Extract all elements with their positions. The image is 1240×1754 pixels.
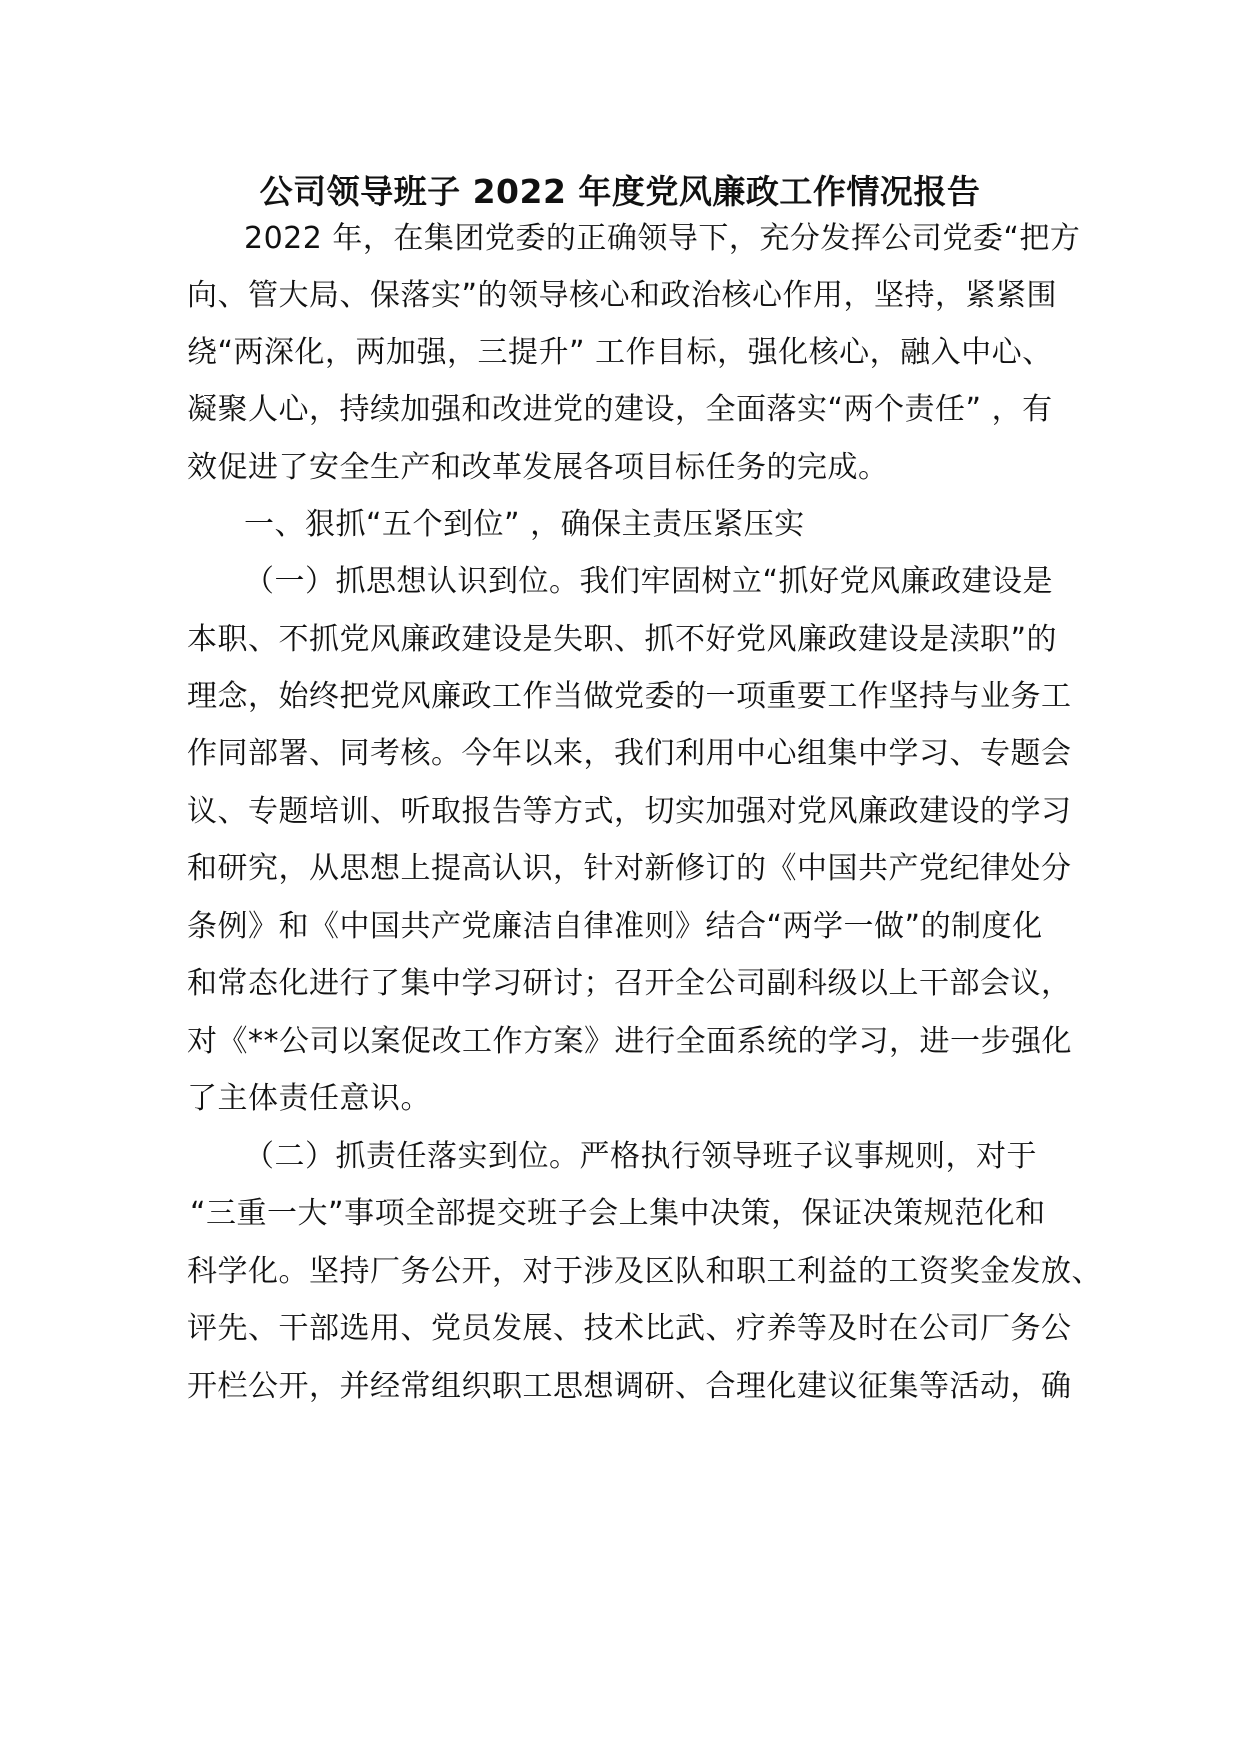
body-line: 效促进了安全生产和改革发展各项目标任务的完成。	[187, 450, 889, 485]
body-line: 评先、干部选用、党员发展、技术比武、疗养等及时在公司厂务公	[187, 1311, 1072, 1346]
body-line: 2022 年，在集团党委的正确领导下，充分发挥公司党委“把方	[244, 221, 1081, 256]
section-heading: 一、狠抓“五个到位” ，确保主责压紧压实	[244, 507, 805, 542]
body-line: “三重一大”事项全部提交班子会上集中决策，保证决策规范化和	[190, 1196, 1046, 1231]
body-line: （二）抓责任落实到位。严格执行领导班子议事规则，对于	[244, 1139, 1037, 1174]
body-line: 和常态化进行了集中学习研讨；召开全公司副科级以上干部会议，	[187, 966, 1072, 1001]
body-line: 作同部署、同考核。今年以来，我们利用中心组集中学习、专题会	[187, 736, 1072, 771]
body-line: 绕“两深化，两加强，三提升” 工作目标，强化核心，融入中心、	[187, 335, 1053, 370]
body-line: 议、专题培训、听取报告等方式，切实加强对党风廉政建设的学习	[187, 794, 1072, 829]
body-line: 开栏公开，并经常组织职工思想调研、合理化建议征集等活动，确	[187, 1369, 1072, 1404]
body-line: 条例》和《中国共产党廉洁自律准则》结合“两学一做”的制度化	[187, 909, 1043, 944]
body-line: 理念，始终把党风廉政工作当做党委的一项重要工作坚持与业务工	[187, 679, 1072, 714]
body-line: 向、管大局、保落实”的领导核心和政治核心作用，坚持，紧紧围	[187, 278, 1058, 313]
body-line: （一）抓思想认识到位。我们牢固树立“抓好党风廉政建设是	[244, 564, 1054, 599]
body-line: 科学化。坚持厂务公开，对于涉及区队和职工利益的工资奖金发放、	[187, 1254, 1102, 1289]
document-title: 公司领导班子 2022 年度党风廉政工作情况报告	[259, 172, 981, 211]
body-line: 和研究，从思想上提高认识，针对新修订的《中国共产党纪律处分	[187, 851, 1072, 886]
body-line: 本职、不抓党风廉政建设是失职、抓不好党风廉政建设是渎职”的	[187, 622, 1058, 657]
body-line: 了主体责任意识。	[187, 1081, 431, 1116]
body-line: 对《**公司以案促改工作方案》进行全面系统的学习，进一步强化	[187, 1024, 1072, 1059]
body-line: 凝聚人心，持续加强和改进党的建设，全面落实“两个责任” ，有	[187, 392, 1053, 427]
